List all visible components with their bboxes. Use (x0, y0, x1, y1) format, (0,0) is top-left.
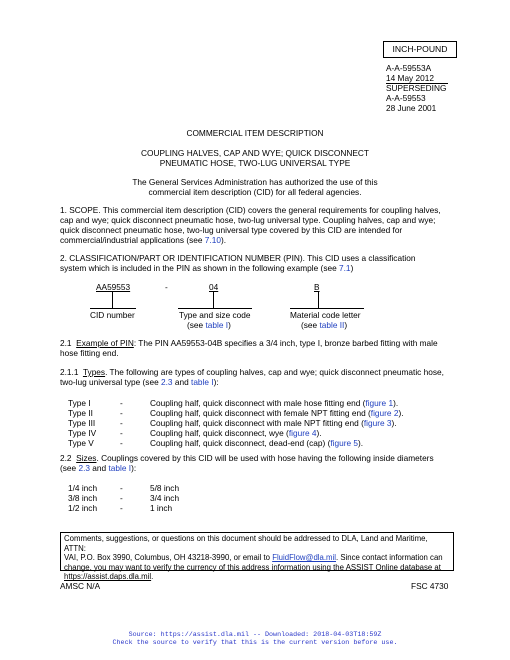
size-name: 1/4 inch (68, 483, 98, 493)
example-pin-line-2: hose fitting end. (60, 348, 119, 358)
pin-link-table-2[interactable]: table II (319, 320, 345, 330)
superseded-number: A-A-59553 (386, 93, 426, 103)
sizes-text: . Couplings covered by this CID will be used with hose having the following inside diameters (96, 453, 434, 463)
classification-line-2 (60, 263, 452, 273)
example-pin-text: : The PIN AA59553-04B specifies a 3/4 inch, type I, bronze barbed fitting with male (133, 338, 438, 348)
type-description-end: ). (358, 438, 364, 448)
pin-bracket-3 (290, 308, 364, 309)
pin-label-size-ref-post: ) (228, 320, 231, 330)
document-identifier (386, 63, 476, 113)
figure-4-link[interactable]: figure 4 (288, 428, 317, 438)
sizes-line-2 (60, 463, 452, 473)
pin-label-material-ref (301, 320, 347, 330)
type-description-text: Coupling half, quick disconnect with female NPT fitting end ( (150, 408, 371, 418)
type-name: Type III (68, 418, 96, 428)
type-dash: - (120, 408, 123, 418)
sizes-paragraph (60, 453, 452, 473)
sizes-link-2-3[interactable]: 2.3 (78, 463, 90, 473)
type-description-end: ). (391, 418, 397, 428)
size-dash: - (120, 483, 123, 493)
sizes-line-2-and: and (90, 463, 109, 473)
sizes-line-1 (60, 453, 452, 463)
scope-line-2: cap and wye; quick disconnect pneumatic hose, two-lug universal type. Coupling halves, cap and wye; (60, 215, 436, 225)
pin-label-size: Type and size code (179, 310, 251, 320)
type-description-text: Coupling half, quick disconnect, dead-end (cap) ( (150, 438, 331, 448)
example-pin-paragraph (60, 338, 452, 358)
comments-line-4-end: . (151, 572, 154, 582)
example-pin-number: 2.1 (60, 338, 72, 348)
type-name: Type I (68, 398, 91, 408)
comments-box (60, 532, 454, 582)
types-line-2-text: two-lug universal type (see (60, 377, 161, 387)
source-line-2: Check the source to verify that this is the current version before use. (112, 639, 398, 648)
type-dash: - (120, 428, 123, 438)
example-pin-heading: Example of PIN (76, 338, 134, 348)
superseding-label: SUPERSEDING (386, 83, 447, 93)
doc-date-row (386, 73, 476, 83)
classification-line-2-text: system which is included in the PIN as shown in the following example (see (60, 263, 340, 273)
doc-number: A-A-59553A (386, 63, 432, 73)
types-heading: Types (82, 367, 106, 377)
type-description (150, 408, 404, 418)
pin-connector-2 (213, 292, 214, 308)
pin-material-part: B (314, 282, 320, 292)
size-dash: - (120, 493, 123, 503)
figure-3-link[interactable]: figure 3 (363, 418, 392, 428)
scope-paragraph (60, 205, 452, 245)
types-paragraph (60, 367, 452, 387)
size-value: 5/8 inch (150, 483, 180, 493)
pin-label-material-ref-pre: (see (301, 320, 320, 330)
source-line-1: Source: https://assist.dla.mil -- Downloaded: 2018-04-03T18:59Z (128, 631, 382, 639)
doc-date: 14 May 2012 (386, 73, 448, 84)
types-line-2-and: and (172, 377, 192, 387)
pin-connector-3 (318, 292, 319, 308)
type-dash: - (120, 438, 123, 448)
types-link-table-1[interactable]: table I (191, 377, 214, 387)
sizes-link-table-1[interactable]: table I (108, 463, 132, 473)
comments-line-2-end: . Since contact information can (336, 553, 443, 563)
fsc-label: FSC 4730 (411, 581, 449, 591)
types-line-2 (60, 377, 452, 387)
types-line-2-end: ): (213, 377, 219, 387)
scope-line-4-text: commercial/industrial applications (see (60, 235, 205, 245)
pin-bracket-2 (178, 308, 252, 309)
classification-paragraph (60, 253, 452, 273)
classification-line-2-end: ) (350, 263, 354, 273)
scope-line-1: 1. SCOPE. This commercial item description (CID) covers the general requirements for coupling halves, (60, 205, 441, 215)
type-description-end: ). (316, 428, 322, 438)
authorization-line-2: commercial item description (CID) for all federal agencies. (148, 187, 362, 197)
assist-link[interactable]: https://assist.daps.dla.mil (64, 572, 152, 582)
size-dash: - (120, 503, 123, 513)
classification-link-7-1[interactable]: 7.1 (339, 263, 351, 273)
sizes-heading: Sizes (76, 453, 97, 463)
comments-line-4 (64, 572, 450, 582)
size-name: 1/2 inch (68, 503, 98, 513)
type-description (150, 418, 397, 428)
comments-line-1: Comments, suggestions, or questions on this document should be addressed to DLA, Land and Maritime, ATTN: (64, 534, 428, 553)
pin-link-table-1[interactable]: table I (205, 320, 229, 330)
type-description (150, 398, 398, 408)
size-value: 3/4 inch (150, 493, 180, 503)
types-line-1 (60, 367, 452, 377)
authorization-line-1: The General Services Administration has authorized the use of this (132, 177, 378, 187)
type-name: Type V (68, 438, 94, 448)
inch-pound-box: INCH-POUND (383, 41, 457, 58)
type-description (150, 438, 363, 448)
pin-bracket-1 (90, 308, 136, 309)
type-description-text: Coupling half, quick disconnect with male NPT fitting end ( (150, 418, 364, 428)
pin-example-diagram (90, 282, 390, 332)
size-value: 1 inch (150, 503, 173, 513)
figure-1-link[interactable]: figure 1 (365, 398, 394, 408)
type-description-text: Coupling half, quick disconnect, wye ( (150, 428, 289, 438)
pin-label-size-ref (187, 320, 231, 330)
pin-dash: - (165, 282, 168, 292)
title-line-1: COUPLING HALVES, CAP AND WYE; QUICK DISCONNECT (141, 148, 369, 158)
sizes-number: 2.2 (60, 453, 72, 463)
superseded-date: 28 June 2001 (386, 103, 437, 113)
pin-label-material: Material code letter (290, 310, 361, 320)
pin-cid-part: AA59553 (96, 282, 131, 292)
sizes-line-2-text: (see (60, 463, 79, 473)
type-description-end: ). (393, 398, 399, 408)
classification-line-1: 2. CLASSIFICATION/PART OR IDENTIFICATION NUMBER (PIN). This CID uses a classification (60, 253, 416, 263)
type-description (150, 428, 322, 438)
pin-connector-1 (112, 292, 113, 308)
type-description-text: Coupling half, quick disconnect with male hose fitting end ( (150, 398, 366, 408)
type-description-end: ). (398, 408, 404, 418)
sizes-line-2-end: ): (131, 463, 137, 473)
example-pin-line-1 (60, 338, 452, 348)
comments-line-3: change, you may want to verify the currency of this address information using the ASSIST Online database at (64, 562, 441, 572)
title-line-2: PNEUMATIC HOSE, TWO-LUG UNIVERSAL TYPE (159, 158, 351, 168)
type-dash: - (120, 398, 123, 408)
email-link[interactable]: FluidFlow@dla.mil (272, 553, 336, 563)
amsc-label: AMSC N/A (60, 581, 101, 591)
download-source-note (0, 631, 510, 648)
pin-label-cid: CID number (90, 310, 135, 320)
pin-label-material-ref-post: ) (344, 320, 348, 330)
types-number: 2.1.1 (60, 367, 79, 377)
scope-line-4 (60, 235, 452, 245)
type-dash: - (120, 418, 123, 428)
document-heading: COMMERCIAL ITEM DESCRIPTION (186, 128, 324, 138)
pin-label-size-ref-pre: (see (187, 320, 206, 330)
types-link-2-3[interactable]: 2.3 (161, 377, 173, 387)
type-name: Type IV (68, 428, 97, 438)
comments-line-2-text: VAI, P.O. Box 3990, Columbus, OH 43218-3990, or email to (64, 553, 273, 563)
figure-5-link[interactable]: figure 5 (330, 438, 359, 448)
type-name: Type II (68, 408, 93, 418)
scope-line-3: quick disconnect pneumatic hose, two-lug universal type covered by this CID are intended for (60, 225, 403, 235)
pin-size-part: 04 (209, 282, 219, 292)
size-name: 3/8 inch (68, 493, 98, 503)
comments-line-2 (64, 553, 450, 563)
scope-line-4-end: ). (220, 235, 227, 245)
types-text: . The following are types of coupling halves, cap and wye; quick disconnect pneumatic hose, (105, 367, 444, 377)
scope-link-7-10[interactable]: 7.10 (204, 235, 221, 245)
figure-2-link[interactable]: figure 2 (370, 408, 399, 418)
